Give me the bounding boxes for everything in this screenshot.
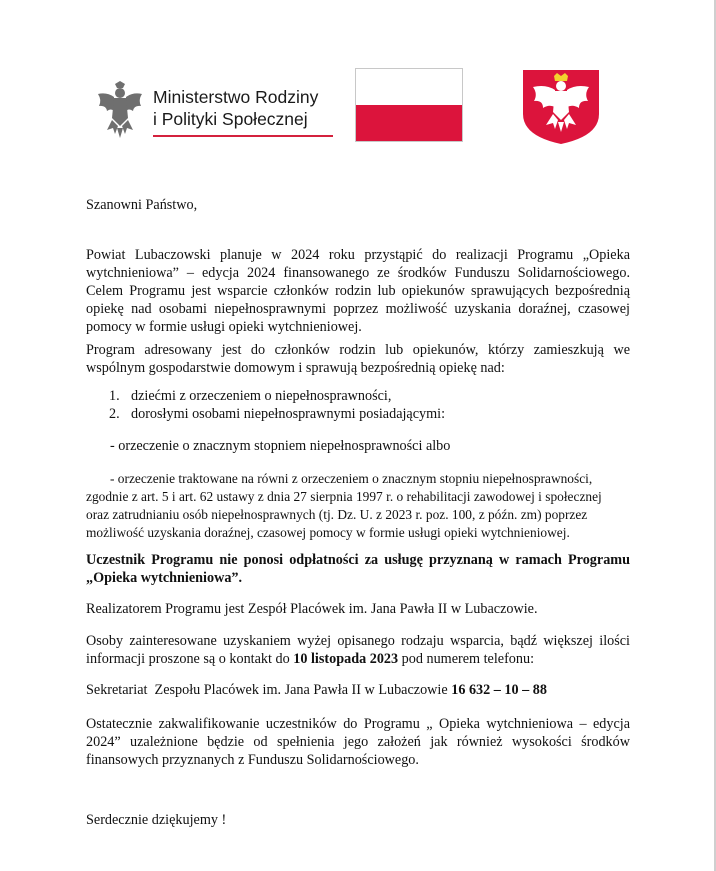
equivalent-line-3: oraz zatrudnianiu osób niepełnosprawnych (tj. Dz. U. z 2023 r. poz. 100, z późn. zm) poprzez <box>86 507 588 522</box>
qualification-line-3: finansowych przyznanych z Funduszu Solidarnościowego. <box>86 752 419 768</box>
flag-white-stripe <box>356 69 462 105</box>
equivalent-line-4: możliwość uzyskania doraźnej, czasowej pomocy w formie usługi opieki wytchnieniowej. <box>86 525 570 540</box>
flag-red-stripe <box>356 105 462 141</box>
target-line-1: Program adresowany jest do członków rodzin lub opiekunów, którzy zamieszkują we <box>86 342 630 358</box>
intro-line-2: wytchnieniowa” – edycja 2024 finansowanego ze środków Funduszu Solidarnościowego. <box>86 265 630 281</box>
coat-of-arms-icon <box>521 68 601 146</box>
contact-line-2-end: pod numerem telefonu: <box>398 651 535 667</box>
secretariat-line <box>86 681 630 699</box>
no-fee-line-2: „Opieka wytchnieniowa”. <box>86 570 243 586</box>
ministry-name <box>153 86 318 130</box>
equivalent-line-2: zgodnie z art. 5 i art. 62 ustawy z dnia 27 sierpnia 1997 r. o rehabilitacji zawodowej i społecznej <box>86 489 602 504</box>
list-item-number: 2. <box>109 406 120 422</box>
closing: Serdecznie dziękujemy ! <box>86 812 227 828</box>
contact-deadline: 10 listopada 2023 <box>293 651 399 667</box>
qualification-line-2: 2024” uzależnione będzie od spełnienia jego założeń jak również wysokości środków <box>86 734 630 750</box>
phone-number: 16 632 – 10 – 88 <box>451 682 547 698</box>
eagle-emblem-icon <box>93 80 147 142</box>
intro-paragraph <box>86 246 630 336</box>
beneficiary-list <box>109 387 609 423</box>
secretariat-label: Sekretariat Zespołu Placówek im. Jana Pawła II w Lubaczowie <box>86 682 452 698</box>
no-fee-statement <box>86 551 630 587</box>
ministry-underline <box>153 135 333 137</box>
list-item-text: dorosłymi osobami niepełnosprawnymi posiadającymi: <box>131 406 446 422</box>
ministry-name-line-2: i Polityki Społecznej <box>153 109 308 129</box>
equivalent-certificate-paragraph <box>86 470 630 542</box>
intro-line-5: pomocy w formie usługi opieki wytchnieniowej. <box>86 319 362 335</box>
list-item <box>109 405 609 423</box>
contact-line-1: Osoby zainteresowane uzyskaniem wyżej opisanego rodzaju wsparcia, bądź większej ilości <box>86 633 630 649</box>
intro-line-1: Powiat Lubaczowski planuje w 2024 roku przystąpić do realizacji Programu „Opieka <box>86 247 630 263</box>
contact-line-2-start: informacji proszone są o kontakt do <box>86 651 294 667</box>
greeting: Szanowni Państwo, <box>86 197 198 213</box>
list-item-text: dziećmi z orzeczeniem o niepełnosprawności, <box>131 388 392 404</box>
program-realizer: Realizatorem Programu jest Zespół Placówek im. Jana Pawła II w Lubaczowie. <box>86 601 538 617</box>
equivalent-line-1: - orzeczenie traktowane na równi z orzeczeniem o znacznym stopniu niepełnosprawności, <box>110 471 593 486</box>
intro-line-3: Celem Programu jest wsparcie członków rodzin lub opiekunów sprawujących bezpośrednią <box>86 283 630 299</box>
list-item <box>109 387 609 405</box>
list-item-number: 1. <box>109 388 120 404</box>
contact-paragraph <box>86 632 630 668</box>
intro-line-4: opiekę nad osobami niepełnosprawnymi poprzez możliwość uzyskania doraźnej, czasowej <box>86 301 630 317</box>
disability-option-1: - orzeczenie o znacznym stopniem niepełnosprawności albo <box>110 438 451 454</box>
contact-line-2 <box>86 650 630 668</box>
ministry-name-line-1: Ministerstwo Rodziny <box>153 87 319 107</box>
ministry-logo <box>93 80 333 144</box>
qualification-line-1: Ostatecznie zakwalifikowanie uczestników do Programu „ Opieka wytchnieniowa – edycja <box>86 716 630 732</box>
polish-flag <box>355 68 463 142</box>
target-line-2: wspólnym gospodarstwie domowym i sprawują bezpośrednią opiekę nad: <box>86 360 505 376</box>
no-fee-line-1: Uczestnik Programu nie ponosi odpłatności za usługę przyznaną w ramach Programu <box>86 552 630 568</box>
target-paragraph <box>86 341 630 377</box>
qualification-paragraph <box>86 715 630 769</box>
